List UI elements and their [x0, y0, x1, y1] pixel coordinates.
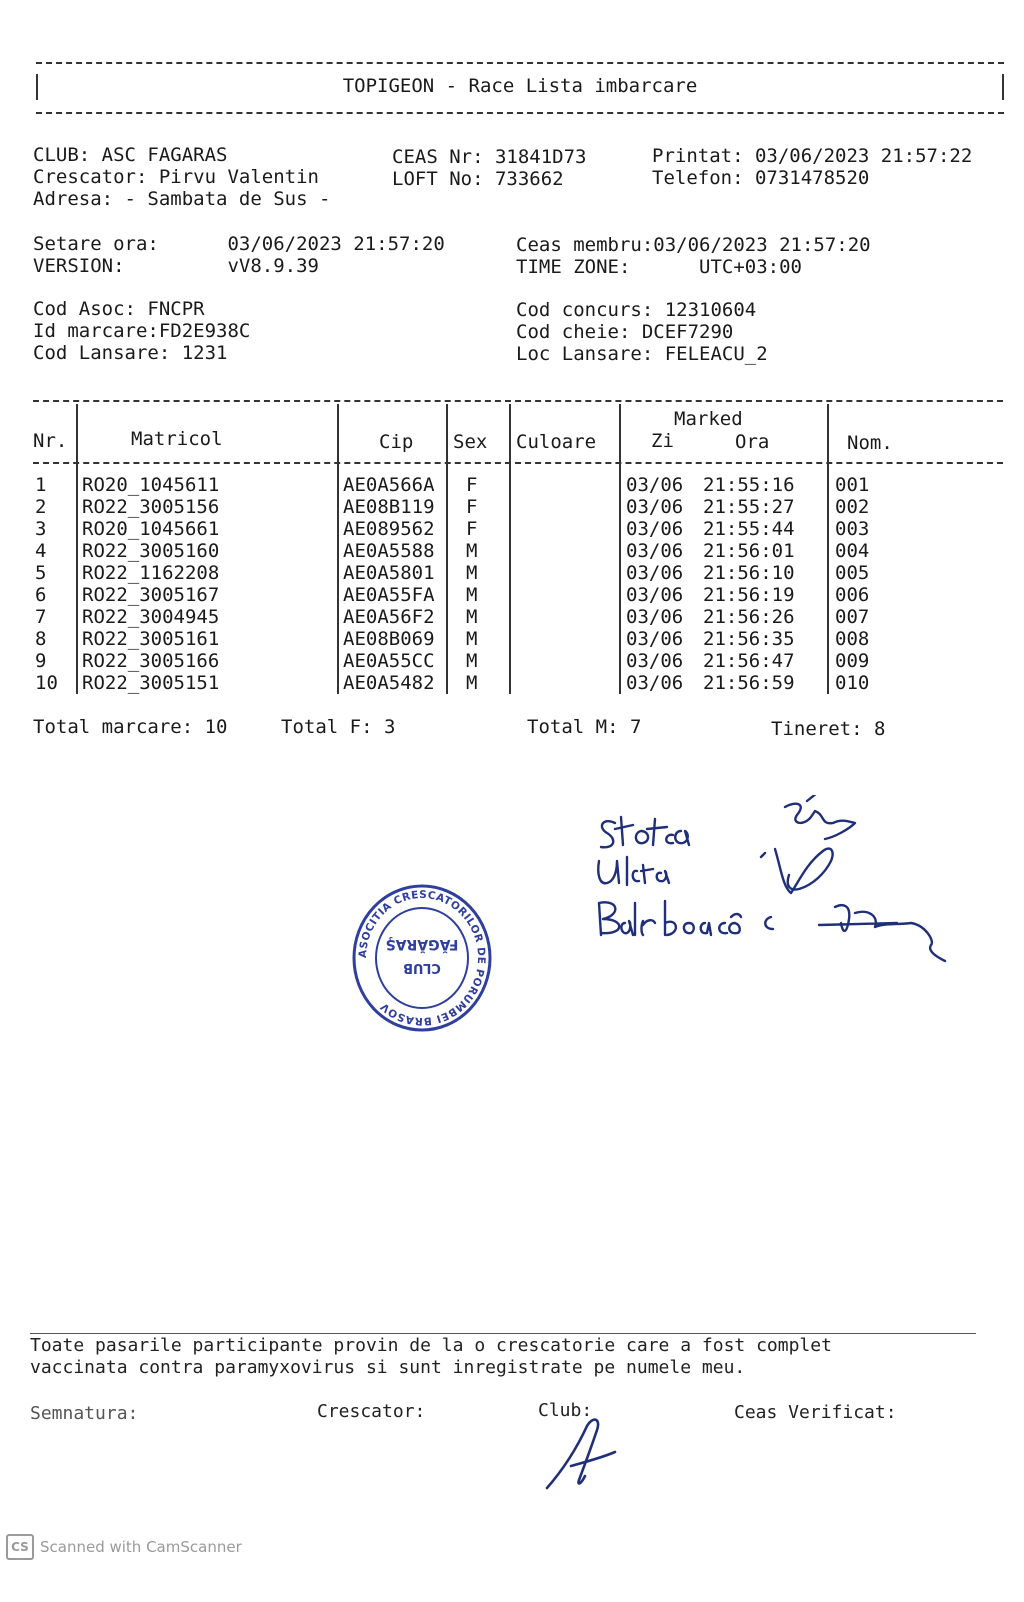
- cod-concurs: Cod concurs: 12310604: [516, 299, 757, 321]
- cell-ora: 21:56:47: [703, 650, 795, 672]
- cell-nr: 6: [35, 584, 47, 606]
- adresa: Adresa: - Sambata de Sus -: [33, 188, 331, 210]
- cell-zi: 03/06: [626, 474, 684, 496]
- table-row: [33, 518, 1003, 540]
- cell-nr: 5: [35, 562, 47, 584]
- cell-ora: 21:55:44: [703, 518, 795, 540]
- table-row: [33, 650, 1003, 672]
- telefon: Telefon: 0731478520: [652, 167, 870, 189]
- table-row: [33, 496, 1003, 518]
- cell-matricol: RO22_3005160: [82, 540, 220, 562]
- table-row: [33, 672, 1003, 694]
- total-marcare: Total marcare: 10: [33, 716, 228, 738]
- cell-nom: 010: [835, 672, 870, 694]
- signature-stroke: [598, 861, 619, 883]
- signature-stroke: [547, 1420, 598, 1488]
- signature-stroke: [761, 853, 765, 857]
- title-box-right-bar: [1002, 74, 1004, 100]
- signature-stroke: [765, 917, 773, 929]
- stamp-inner-text-1: CLUB: [403, 960, 441, 975]
- cell-zi: 03/06: [626, 584, 684, 606]
- club-signature: [535, 1412, 625, 1494]
- total-m: Total M: 7: [527, 716, 642, 738]
- loft-no: LOFT No: 733662: [392, 168, 564, 190]
- signature-stroke: [636, 831, 648, 843]
- version: VERSION: vV8.9.39: [33, 255, 319, 277]
- signature-stroke: [571, 1452, 615, 1466]
- cell-ora: 21:56:19: [703, 584, 795, 606]
- document-title: TOPIGEON - Race Lista imbarcare: [342, 75, 698, 97]
- signature-stroke: [665, 901, 741, 935]
- cell-nom: 005: [835, 562, 870, 584]
- cell-cip: AE0A5482: [343, 672, 435, 694]
- cell-ora: 21:55:16: [703, 474, 795, 496]
- header-matricol: Matricol: [131, 428, 223, 450]
- semnatura-label: Semnatura:: [30, 1403, 139, 1424]
- header-cip: Cip: [379, 431, 414, 453]
- cod-lansare: Cod Lansare: 1231: [33, 342, 228, 364]
- cell-nom: 003: [835, 518, 870, 540]
- cell-matricol: RO22_3005167: [82, 584, 220, 606]
- camscanner-logo-icon: CS: [6, 1534, 34, 1560]
- cell-zi: 03/06: [626, 496, 684, 518]
- signature-stroke: [775, 849, 833, 893]
- cell-sex: F: [466, 518, 478, 540]
- stamp-inner-text-2: FĂGĂRAŞ: [385, 936, 459, 952]
- cell-sex: F: [466, 496, 478, 518]
- cell-matricol: RO22_3005156: [82, 496, 220, 518]
- totals-row: [33, 716, 993, 740]
- signature-stroke: [601, 821, 615, 847]
- cell-nr: 9: [35, 650, 47, 672]
- cell-cip: AE08B069: [343, 628, 435, 650]
- cell-zi: 03/06: [626, 672, 684, 694]
- table-header-rule: [33, 462, 1003, 464]
- cell-ora: 21:56:59: [703, 672, 795, 694]
- header-marked: Marked: [674, 408, 743, 430]
- table-row: [33, 540, 1003, 562]
- time-zone: TIME ZONE: UTC+03:00: [516, 256, 802, 278]
- cell-sex: M: [466, 628, 478, 650]
- cell-zi: 03/06: [626, 650, 684, 672]
- cell-sex: M: [466, 584, 478, 606]
- cell-sex: M: [466, 562, 478, 584]
- cod-asoc: Cod Asoc: FNCPR: [33, 298, 205, 320]
- handwritten-signatures: [585, 795, 965, 970]
- ceas-membru: Ceas membru:03/06/2023 21:57:20: [516, 234, 871, 256]
- club-name: CLUB: ASC FAGARAS: [33, 144, 228, 166]
- cell-nr: 7: [35, 606, 47, 628]
- cell-ora: 21:56:10: [703, 562, 795, 584]
- signature-stroke: [647, 819, 689, 845]
- cell-cip: AE089562: [343, 518, 435, 540]
- printat: Printat: 03/06/2023 21:57:22: [652, 145, 973, 167]
- signature-stroke: [819, 905, 945, 961]
- tineret: Tineret: 8: [771, 718, 886, 740]
- cell-ora: 21:56:26: [703, 606, 795, 628]
- table-top-rule: [33, 400, 1003, 402]
- header-sex: Sex: [453, 431, 488, 453]
- cell-nr: 4: [35, 540, 47, 562]
- cell-nr: 8: [35, 628, 47, 650]
- cell-zi: 03/06: [626, 562, 684, 584]
- cell-matricol: RO22_3005151: [82, 672, 220, 694]
- cell-zi: 03/06: [626, 628, 684, 650]
- table-row: [33, 606, 1003, 628]
- cell-nom: 002: [835, 496, 870, 518]
- title-box: [36, 62, 1004, 114]
- cell-nom: 007: [835, 606, 870, 628]
- ceas-nr: CEAS Nr: 31841D73: [392, 146, 587, 168]
- header-nom: Nom.: [847, 432, 893, 454]
- camscanner-text: Scanned with CamScanner: [40, 1538, 242, 1556]
- cell-zi: 03/06: [626, 540, 684, 562]
- cell-cip: AE0A566A: [343, 474, 435, 496]
- cell-matricol: RO22_1162208: [82, 562, 220, 584]
- loc-lansare: Loc Lansare: FELEACU_2: [516, 343, 768, 365]
- declaration-line-1: Toate pasarile participante provin de la o crescatorie care a fost complet: [30, 1335, 832, 1356]
- cell-ora: 21:56:01: [703, 540, 795, 562]
- cell-cip: AE0A5801: [343, 562, 435, 584]
- total-f: Total F: 3: [281, 716, 396, 738]
- crescator-label: Crescator:: [317, 1401, 426, 1422]
- header-zi: Zi: [651, 430, 674, 452]
- setare-ora: Setare ora: 03/06/2023 21:57:20: [33, 233, 445, 255]
- cell-nom: 006: [835, 584, 870, 606]
- cell-sex: M: [466, 672, 478, 694]
- ceas-verificat-label: Ceas Verificat:: [734, 1402, 897, 1423]
- crescator-name: Crescator: Pirvu Valentin: [33, 166, 319, 188]
- table-row: [33, 562, 1003, 584]
- footer-rule: [30, 1333, 976, 1334]
- cod-cheie: Cod cheie: DCEF7290: [516, 321, 734, 343]
- cell-nom: 004: [835, 540, 870, 562]
- header-culoare: Culoare: [516, 431, 597, 453]
- cell-sex: M: [466, 540, 478, 562]
- signature-stroke: [615, 817, 633, 845]
- cell-cip: AE0A55CC: [343, 650, 435, 672]
- table-row: [33, 474, 1003, 496]
- declaration-line-2: vaccinata contra paramyxovirus si sunt inregistrate pe numele meu.: [30, 1357, 746, 1378]
- cell-cip: AE08B119: [343, 496, 435, 518]
- cell-matricol: RO22_3004945: [82, 606, 220, 628]
- cell-matricol: RO20_1045661: [82, 518, 220, 540]
- marked-pigeons-table: [33, 400, 1003, 696]
- cell-sex: F: [466, 474, 478, 496]
- table-row: [33, 584, 1003, 606]
- header-ora: Ora: [735, 431, 770, 453]
- header-nr: Nr.: [33, 430, 68, 452]
- signature-stroke: [621, 903, 655, 935]
- cell-nr: 10: [35, 672, 58, 694]
- club-label: Club:: [538, 1400, 593, 1421]
- cell-zi: 03/06: [626, 518, 684, 540]
- signature-stroke: [627, 857, 669, 885]
- cell-ora: 21:56:35: [703, 628, 795, 650]
- cell-nr: 3: [35, 518, 47, 540]
- cell-sex: M: [466, 650, 478, 672]
- cell-nom: 009: [835, 650, 870, 672]
- stamp-outer-text: ASOCITIA CRESCATORILOR DE PORUMBEI BRASOV: [356, 888, 488, 1028]
- table-row: [33, 628, 1003, 650]
- cell-matricol: RO22_3005161: [82, 628, 220, 650]
- cell-cip: AE0A5588: [343, 540, 435, 562]
- cell-nr: 2: [35, 496, 47, 518]
- cell-nom: 001: [835, 474, 870, 496]
- cell-nom: 008: [835, 628, 870, 650]
- signature-stroke: [599, 902, 619, 935]
- cell-sex: M: [466, 606, 478, 628]
- cell-nr: 1: [35, 474, 47, 496]
- cell-cip: AE0A55FA: [343, 584, 435, 606]
- cell-matricol: RO20_1045611: [82, 474, 220, 496]
- cell-ora: 21:55:27: [703, 496, 795, 518]
- cell-cip: AE0A56F2: [343, 606, 435, 628]
- club-stamp: [350, 880, 494, 1036]
- signature-stroke: [785, 795, 855, 839]
- cell-matricol: RO22_3005166: [82, 650, 220, 672]
- cell-zi: 03/06: [626, 606, 684, 628]
- camscanner-watermark: [6, 1534, 242, 1560]
- id-marcare: Id marcare:FD2E938C: [33, 320, 251, 342]
